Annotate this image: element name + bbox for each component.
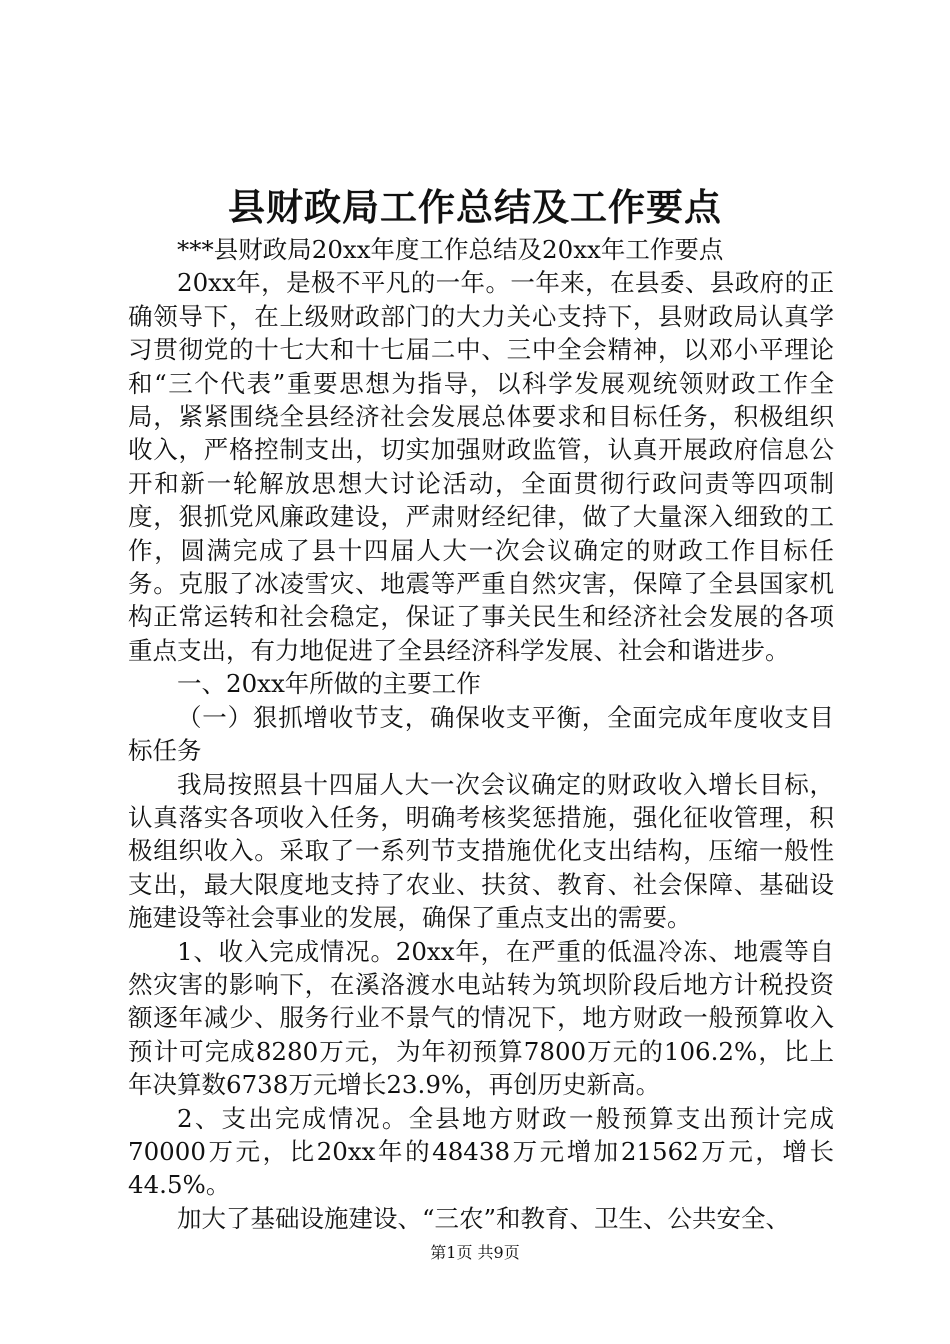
body-paragraph: 我局按照县十四届人大一次会议确定的财政收入增长目标，认真落实各项收入任务，明确考核奖惩措施，强化征收管理，积极组织收入。采取了一系列节支措施优化支出结构，压缩一般性支出，最大限度地支持了农业、扶贫、教育、社会保障、基础设施建设等社会事业的发展，确保了重点支出的需要。 <box>128 769 834 933</box>
expenditure-paragraph: 2、支出完成情况。全县地方财政一般预算支出预计完成70000万元，比20xx年的48438万元增加21562万元，增长44.5%。 <box>128 1103 834 1200</box>
document-title: 县财政局工作总结及工作要点 <box>228 185 722 229</box>
document-body <box>128 233 834 1235</box>
subsection-heading: （一）狠抓增收节支，确保收支平衡，全面完成年度收支目标任务 <box>128 702 834 766</box>
section-heading: 一、20xx年所做的主要工作 <box>177 669 481 699</box>
continued-paragraph: 加大了基础设施建设、“三农”和教育、卫生、公共安全、 <box>177 1203 791 1233</box>
page-footer: 第1页 共9页 <box>430 1243 520 1262</box>
subtitle-paragraph: ***县财政局20xx年度工作总结及20xx年工作要点 <box>177 235 724 264</box>
intro-paragraph: 20xx年，是极不平凡的一年。一年来，在县委、县政府的正确领导下，在上级财政部门的大力关心支持下，县财政局认真学习贯彻党的十七大和十七届二中、三中全会精神，以邓小平理论和“三个代表”重要思想为指导，以科学发展观统领财政工作全局，紧紧围绕全县经济社会发展总体要求和目标任务，积极组织收入，严格控制支出，切实加强财政监管，认真开展政府信息公开和新一轮解放思想大讨论活动，全面贯彻行政问责等四项制度，狠抓党风廉政建设，严肃财经纪律，做了大量深入细致的工作，圆满完成了县十四届人大一次会议确定的财政工作目标任务。克服了冰凌雪灾、地震等严重自然灾害，保障了全县国家机构正常运转和社会稳定，保证了事关民生和经济社会发展的各项重点支出，有力地促进了全县经济科学发展、社会和谐进步。 <box>128 268 834 665</box>
income-paragraph: 1、收入完成情况。20xx年，在严重的低温冷冻、地震等自然灾害的影响下，在溪洛渡水电站转为筑坝阶段后地方计税投资额逐年减少、服务行业不景气的情况下，地方财政一般预算收入预计可完成8280万元，为年初预算7800万元的106.2%，比上年决算数6738万元增长23.9%，再创历史新高。 <box>128 936 834 1100</box>
